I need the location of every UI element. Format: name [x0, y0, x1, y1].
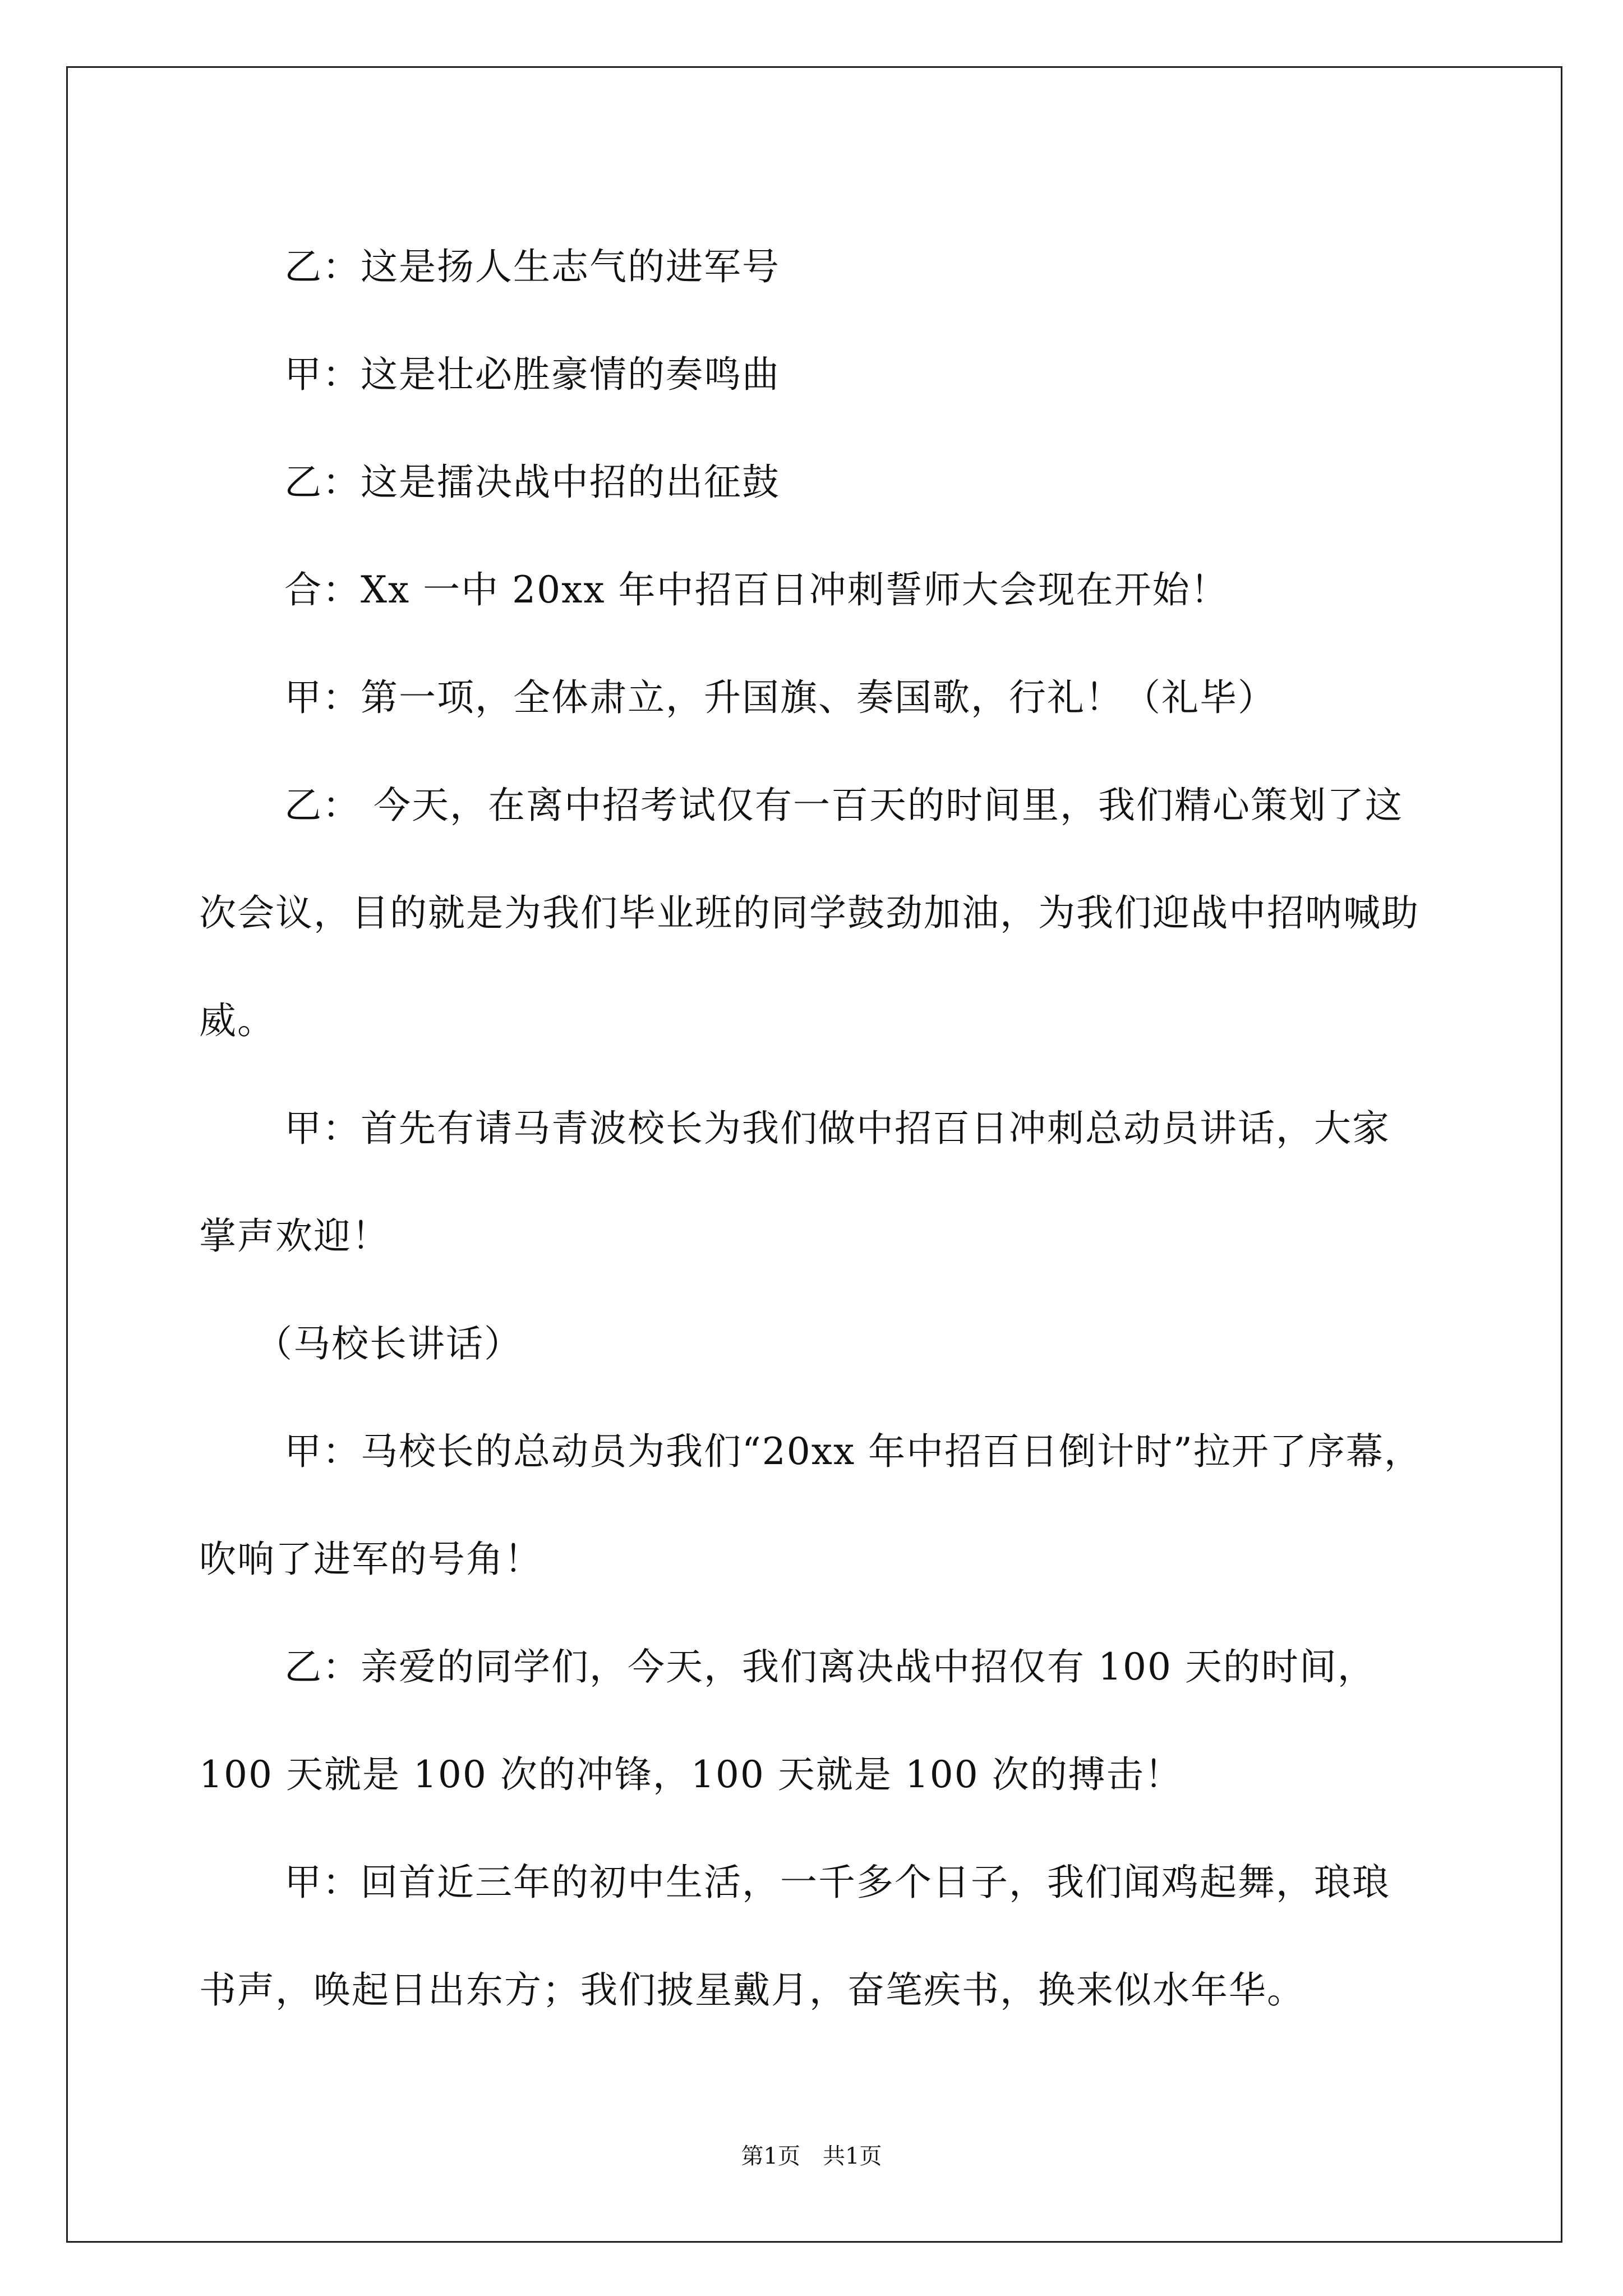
paragraph-7: 甲：首先有请马青波校长为我们做中招百日冲刺总动员讲话，大家掌声欢迎！ — [199, 1107, 1390, 1258]
paragraph-9: 甲：马校长的总动员为我们“20xx 年中招百日倒计时”拉开了序幕，吹响了进军的号角！ — [199, 1430, 1422, 1581]
paragraph-1: 乙：这是扬人生志气的进军号 — [284, 245, 780, 288]
paragraph-10: 乙：亲爱的同学们，今天，我们离决战中招仅有 100 天的时间，100 天就是 100 次的冲锋，100 天就是 100 次的搏击！ — [199, 1645, 1376, 1796]
paragraph-5: 甲：第一项，全体肃立，升国旗、奏国歌，行礼！（礼毕） — [284, 676, 1276, 719]
paragraph-3: 乙：这是擂决战中招的出征鼓 — [284, 461, 780, 504]
paragraph-8: （马校长讲话） — [255, 1322, 522, 1365]
paragraph-4: 合：Xx 一中 20xx 年中招百日冲刺誓师大会现在开始！ — [284, 568, 1229, 611]
paragraph-11: 甲：回首近三年的初中生活，一千多个日子，我们闻鸡起舞，琅琅书声，唤起日出东方；我们披星戴月，奋笔疾书，换来似水年华。 — [199, 1861, 1390, 2012]
page-footer: 第1页 共1页 — [741, 2143, 882, 2169]
document-body — [199, 213, 1427, 2044]
paragraph-2: 甲：这是壮必胜豪情的奏鸣曲 — [284, 353, 780, 396]
paragraph-6: 乙： 今天，在离中招考试仅有一百天的时间里，我们精心策划了这次会议，目的就是为我们毕业班的同学鼓劲加油，为我们迎战中招呐喊助威。 — [199, 784, 1419, 1042]
